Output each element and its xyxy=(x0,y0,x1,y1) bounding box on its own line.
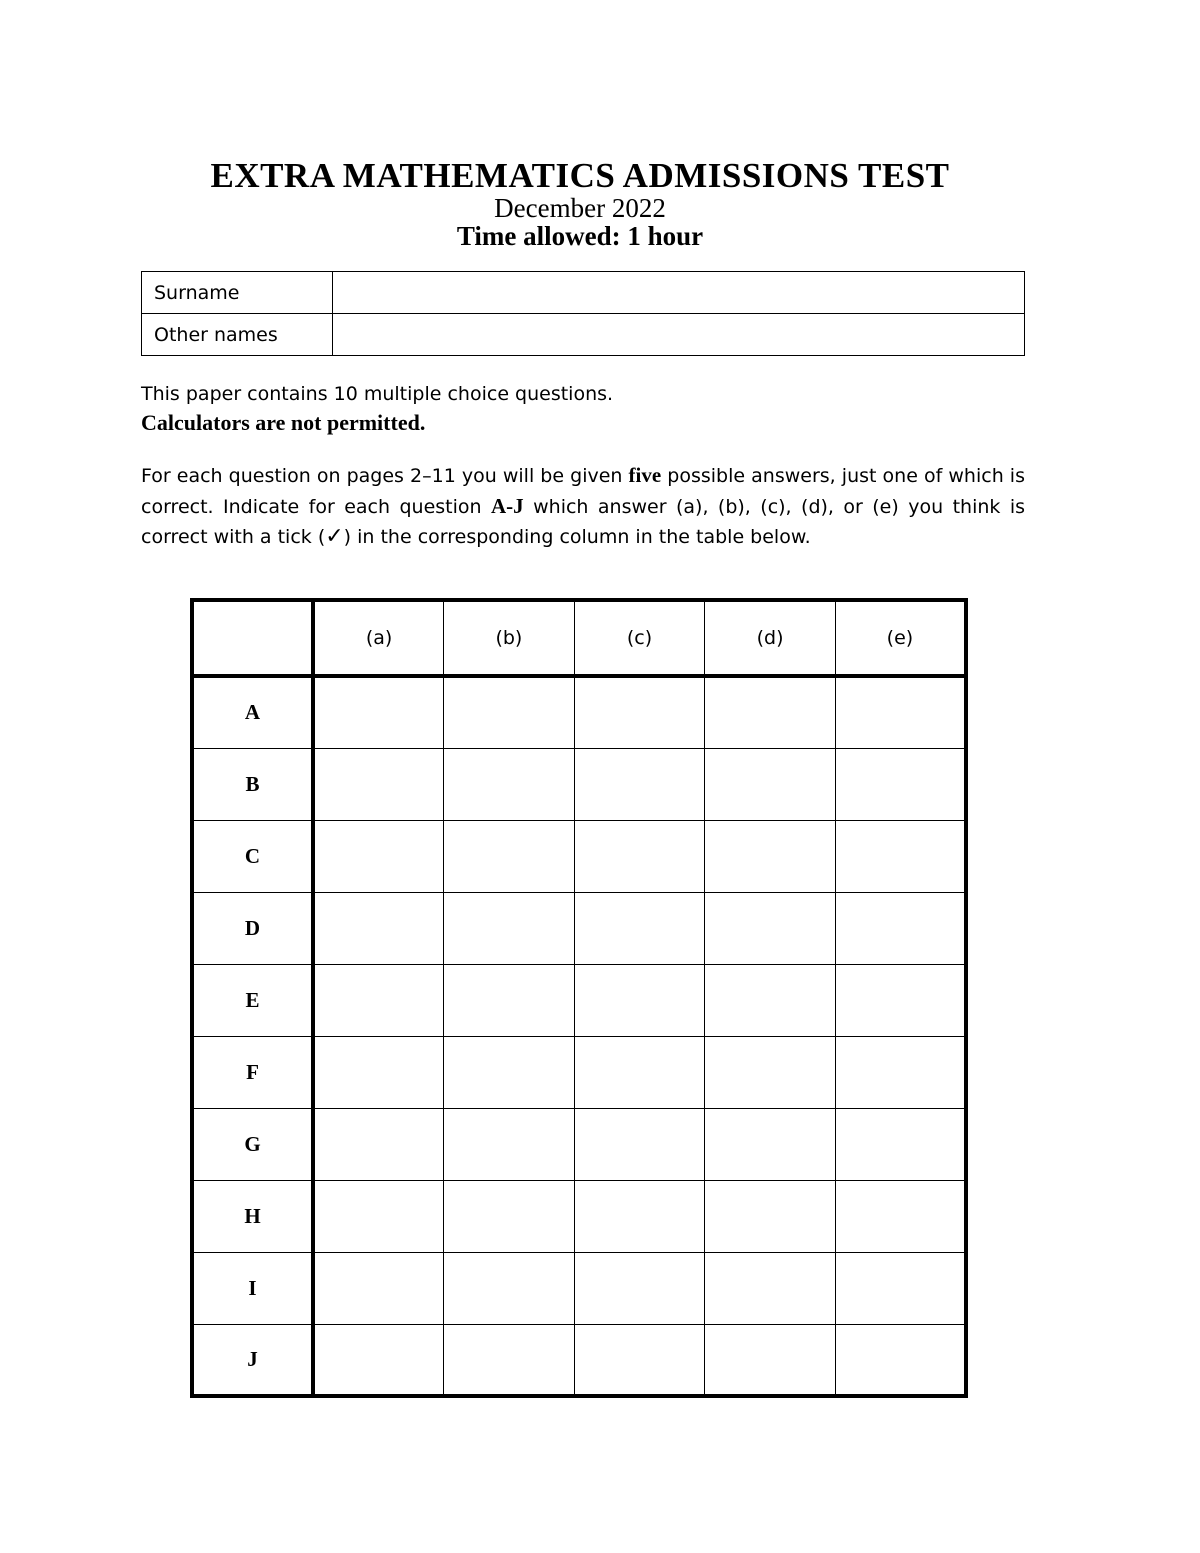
answer-cell-e-a[interactable] xyxy=(313,964,444,1036)
answer-cell-b-e[interactable] xyxy=(835,748,966,820)
answer-grid xyxy=(190,598,968,1398)
answer-cell-d-e[interactable] xyxy=(835,892,966,964)
column-header-a: (a) xyxy=(313,600,444,676)
calculator-note: Calculators are not permitted. xyxy=(141,410,426,435)
answer-cell-e-b[interactable] xyxy=(444,964,575,1036)
answer-cell-b-a[interactable] xyxy=(313,748,444,820)
instructions-part-2: possible answers, just one of which is correct. Indicate for each question xyxy=(141,465,1025,518)
surname-field[interactable] xyxy=(333,272,1025,314)
answer-cell-e-e[interactable] xyxy=(835,964,966,1036)
surname-row xyxy=(142,272,1025,314)
instructions-five: five xyxy=(628,463,662,487)
answer-cell-h-c[interactable] xyxy=(574,1180,705,1252)
column-header-c: (c) xyxy=(574,600,705,676)
answer-cell-i-b[interactable] xyxy=(444,1252,575,1324)
answer-cell-e-d[interactable] xyxy=(705,964,836,1036)
candidate-name-table xyxy=(141,271,1025,356)
answer-cell-f-a[interactable] xyxy=(313,1036,444,1108)
answer-cell-a-a[interactable] xyxy=(313,676,444,748)
instructions-range: A-J xyxy=(491,494,524,518)
answer-cell-a-b[interactable] xyxy=(444,676,575,748)
answer-cell-b-d[interactable] xyxy=(705,748,836,820)
question-label-h: H xyxy=(192,1180,313,1252)
answer-cell-d-a[interactable] xyxy=(313,892,444,964)
answer-cell-g-e[interactable] xyxy=(835,1108,966,1180)
answer-grid-header-row xyxy=(192,600,966,676)
instructions-part-3: which answer (a), (b), (c), (d), or (e) you think is correct with a tick ( xyxy=(141,496,1026,548)
answer-row-d xyxy=(192,892,966,964)
answer-cell-d-b[interactable] xyxy=(444,892,575,964)
answer-cell-a-d[interactable] xyxy=(705,676,836,748)
column-header-e: (e) xyxy=(835,600,966,676)
answer-cell-c-c[interactable] xyxy=(574,820,705,892)
answer-cell-g-a[interactable] xyxy=(313,1108,444,1180)
answer-cell-c-e[interactable] xyxy=(835,820,966,892)
answer-cell-d-d[interactable] xyxy=(705,892,836,964)
answer-cell-g-b[interactable] xyxy=(444,1108,575,1180)
answer-cell-h-a[interactable] xyxy=(313,1180,444,1252)
answer-cell-b-c[interactable] xyxy=(574,748,705,820)
answer-cell-b-b[interactable] xyxy=(444,748,575,820)
question-label-e: E xyxy=(192,964,313,1036)
answer-cell-d-c[interactable] xyxy=(574,892,705,964)
time-allowed: Time allowed: 1 hour xyxy=(456,221,704,251)
tick-icon: ✓ xyxy=(325,524,344,549)
answer-cell-c-d[interactable] xyxy=(705,820,836,892)
answer-row-h xyxy=(192,1180,966,1252)
column-header-b: (b) xyxy=(444,600,575,676)
answer-cell-h-e[interactable] xyxy=(835,1180,966,1252)
page-title: EXTRA MATHEMATICS ADMISSIONS TEST xyxy=(210,156,950,195)
surname-label: Surname xyxy=(142,272,333,314)
column-header-d: (d) xyxy=(705,600,836,676)
answer-cell-c-a[interactable] xyxy=(313,820,444,892)
answer-cell-f-c[interactable] xyxy=(574,1036,705,1108)
answer-cell-j-d[interactable] xyxy=(705,1324,836,1396)
answer-cell-f-d[interactable] xyxy=(705,1036,836,1108)
answer-row-f xyxy=(192,1036,966,1108)
question-label-c: C xyxy=(192,820,313,892)
answer-row-b xyxy=(192,748,966,820)
question-label-d: D xyxy=(192,892,313,964)
answer-row-e xyxy=(192,964,966,1036)
answer-cell-h-b[interactable] xyxy=(444,1180,575,1252)
answer-cell-a-c[interactable] xyxy=(574,676,705,748)
answer-grid-body xyxy=(192,676,966,1396)
question-label-g: G xyxy=(192,1108,313,1180)
question-label-f: F xyxy=(192,1036,313,1108)
question-label-b: B xyxy=(192,748,313,820)
answer-row-c xyxy=(192,820,966,892)
answer-cell-i-d[interactable] xyxy=(705,1252,836,1324)
question-label-a: A xyxy=(192,676,313,748)
other-names-field[interactable] xyxy=(333,314,1025,356)
answer-row-g xyxy=(192,1108,966,1180)
answer-cell-c-b[interactable] xyxy=(444,820,575,892)
answer-cell-i-a[interactable] xyxy=(313,1252,444,1324)
answer-cell-a-e[interactable] xyxy=(835,676,966,748)
other-names-row xyxy=(142,314,1025,356)
other-names-label: Other names xyxy=(142,314,333,356)
answer-cell-h-d[interactable] xyxy=(705,1180,836,1252)
instructions-part-1: For each question on pages 2–11 you will be given xyxy=(141,465,629,487)
question-label-i: I xyxy=(192,1252,313,1324)
answer-cell-i-e[interactable] xyxy=(835,1252,966,1324)
answer-row-j xyxy=(192,1324,966,1396)
exam-date: December 2022 xyxy=(494,193,666,223)
answer-cell-g-c[interactable] xyxy=(574,1108,705,1180)
answer-cell-f-b[interactable] xyxy=(444,1036,575,1108)
instructions-part-4: ) in the corresponding column in the table below. xyxy=(343,526,811,548)
answer-cell-e-c[interactable] xyxy=(574,964,705,1036)
answer-row-i xyxy=(192,1252,966,1324)
answer-row-a xyxy=(192,676,966,748)
answer-cell-i-c[interactable] xyxy=(574,1252,705,1324)
answer-cell-j-c[interactable] xyxy=(574,1324,705,1396)
answer-cell-j-e[interactable] xyxy=(835,1324,966,1396)
answer-cell-g-d[interactable] xyxy=(705,1108,836,1180)
answer-cell-j-b[interactable] xyxy=(444,1324,575,1396)
answer-grid-corner xyxy=(192,600,313,676)
instructions-paragraph xyxy=(141,460,1025,552)
intro-text: This paper contains 10 multiple choice questions. xyxy=(141,383,614,405)
answer-cell-j-a[interactable] xyxy=(313,1324,444,1396)
question-label-j: J xyxy=(192,1324,313,1396)
answer-cell-f-e[interactable] xyxy=(835,1036,966,1108)
